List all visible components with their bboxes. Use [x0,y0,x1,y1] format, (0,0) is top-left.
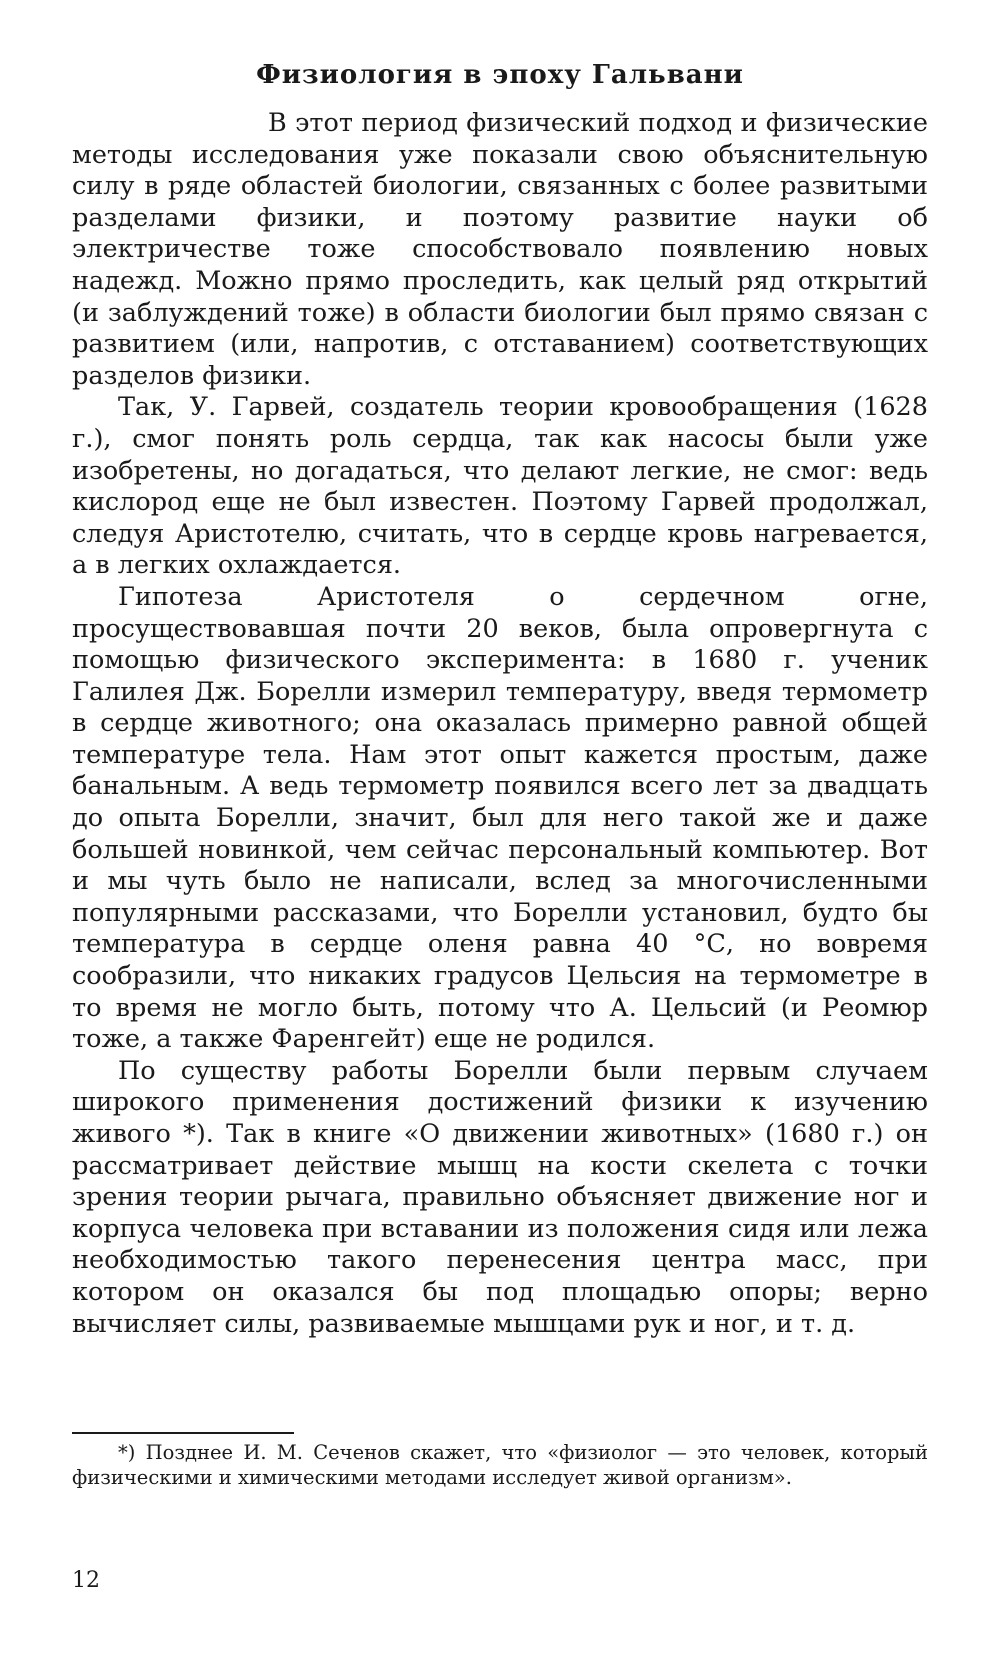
paragraph-1: В этот период физический подход и физические методы исследования уже показали свою объяснительную силу в ряде областей биологии, связанных с более развитыми разделами физики, и поэтому развитие науки об электричестве тоже способствовало появлению новых надежд. Можно прямо проследить, как целый ряд открытий (и заблуждений тоже) в области биологии был прямо связан с развитием (или, напротив, с отставанием) соответствующих разделов физики. [72,108,928,391]
section-title: Физиология в эпоху Гальвани [256,60,744,90]
footnote: *) Позднее И. М. Сеченов скажет, что «физиолог — это человек, который физическими и химическими методами исследует живой организм». [72,1441,928,1489]
paragraph-4: По существу работы Борелли были первым случаем широкого применения достижений физики к изучению живого *). Так в книге «О движении животных» (1680 г.) он рассматривает действие мышц на кости скелета с точки зрения теории рычага, правильно объясняет движение ног и корпуса человека при вставании из положения сидя или лежа необходимостью такого перенесения центра масс, при котором он оказался бы под площадью опоры; верно вычисляет силы, развиваемые мышцами рук и ног, и т. д. [72,1055,928,1339]
footnote-divider [72,1432,294,1434]
page-number: 12 [72,1568,100,1593]
paragraph-2: Так, У. Гарвей, создатель теории кровообращения (1628 г.), смог понять роль сердца, так как насосы были уже изобретены, но догадаться, что делают легкие, не смог: ведь кислород еще не был известен. Поэтому Гарвей продолжал, следуя Аристотелю, считать, что в сердце кровь нагревается, а в легких охлаждается. [72,392,928,581]
page-body [72,60,928,1340]
paragraph-3: Гипотеза Аристотеля о сердечном огне, просуществовавшая почти 20 веков, была опровергнута с помощью физического эксперимента: в 1680 г. ученик Галилея Дж. Борелли измерил температуру, введя термометр в сердце животного; она оказалась примерно равной общей температуре тела. Нам этот опыт кажется простым, даже банальным. А ведь термометр появился всего лет за двадцать до опыта Борелли, значит, был для него такой же и даже большей новинкой, чем сейчас персональный компьютер. Вот и мы чуть было не написали, вслед за многочисленными популярными рассказами, что Борелли установил, будто бы температура в сердце оленя равна 40 °С, но вовремя сообразили, что никаких градусов Цельсия на термометре в то время не могло быть, потому что А. Цельсий (и Реомюр тоже, а также Фаренгейт) еще не родился. [72,581,928,1055]
